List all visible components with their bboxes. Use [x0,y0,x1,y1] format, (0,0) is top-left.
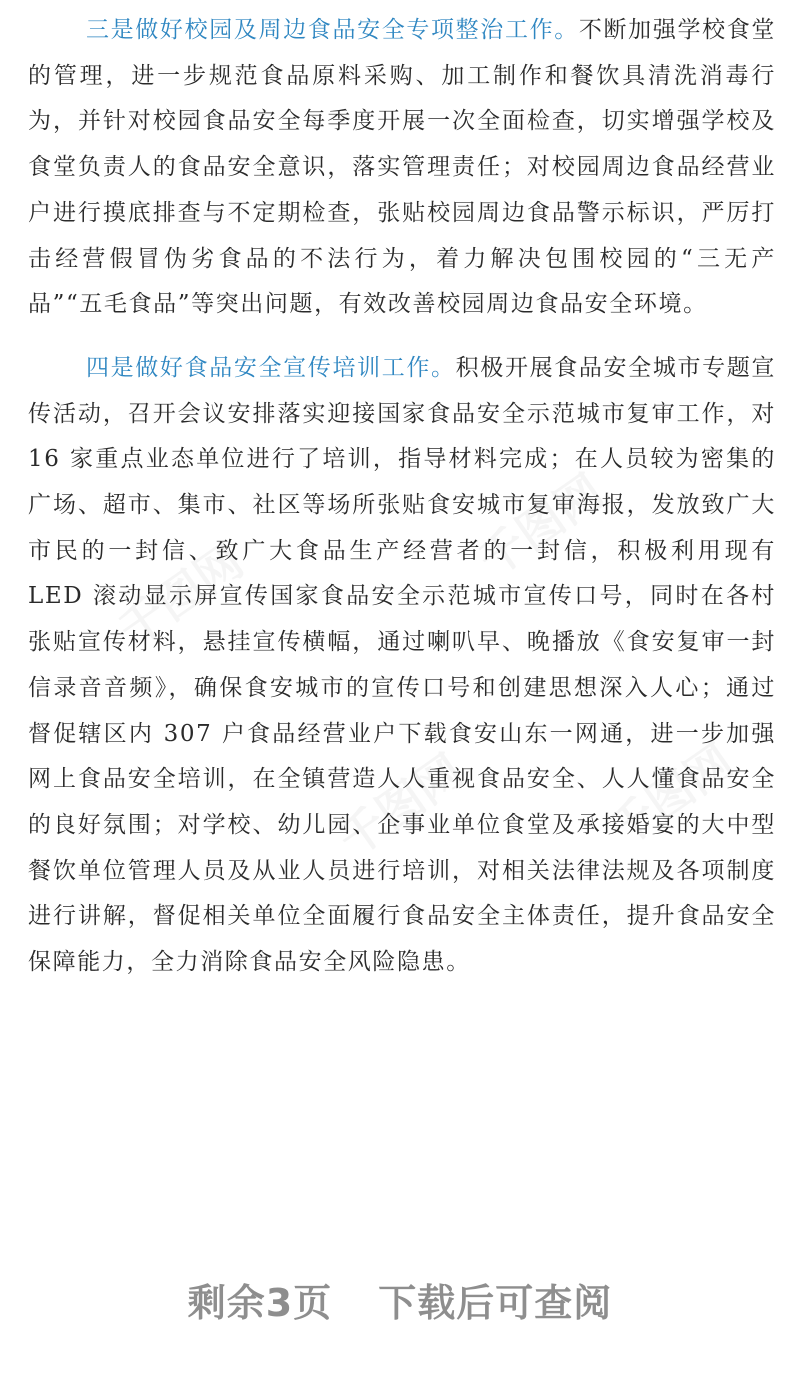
paragraph-body-text: 不断加强学校食堂的管理，进一步规范食品原料采购、加工制作和餐饮具清洗消毒行为，并针对校园食品安全每季度开展一次全面检查，切实增强学校及食堂负责人的食品安全意识，落实管理责任；对校园周边食品经营业户进行摸底排查与不定期检查，张贴校园周边食品警示标识，严厉打击经营假冒伪劣食品的不法行为，着力解决包围校园的“三无产品”“五毛食品”等突出问题，有效改善校园周边食品安全环境。 [28,17,776,318]
paragraph-lead-heading: 三是做好校园及周边食品安全专项整治工作。 [86,17,579,43]
watermark-logo: 千图网 [468,463,613,588]
remaining-pages-notice[interactable] [0,1272,800,1327]
paragraph-lead-heading: 四是做好食品安全宣传培训工作。 [86,354,456,381]
watermark-logo: 千图网 [328,743,473,868]
paragraph-publicity-training [28,346,776,986]
paragraph-body-text: 积极开展食品安全城市专题宣传活动，召开会议安排落实迎接国家食品安全示范城市复审工作，对 16 家重点业态单位进行了培训，指导材料完成；在人员较为密集的广场、超市、集市、社区等场所张贴食安城市复审海报，发放致广大市民的一封信、致广大食品生产经营者的一封信，积极利用现有 LED 滚动显示屏宣传国家食品安全示范城市宣传口号，同时在各村张贴宣传材料，悬挂宣传横幅，通过喇叭早、晚播放《食安复审一封信录音音频》，确保食安城市的宣传口号和创建思想深入人心；通过督促辖区内 307 户食品经营业户下载食安山东一网通，进一步加强网上食品安全培训，在全镇营造人人重视食品安全、人人懂食品安全的良好氛围；对学校、幼儿园、企事业单位食堂及承接婚宴的大中型餐饮单位管理人员及从业人员进行培训，对相关法律法规及各项制度进行讲解，督促相关单位全面履行食品安全主体责任，提升食品安全保障能力，全力消除食品安全风险隐患。 [28,354,776,976]
watermark-logo: 千图网 [108,533,253,658]
remaining-pages-count: 剩余3页 [187,1281,333,1325]
watermark-logo: 千图网 [598,733,743,858]
paragraph-campus-food-safety [28,8,776,328]
download-to-view-text: 下载后可查阅 [378,1281,613,1325]
document-body [28,8,776,1004]
